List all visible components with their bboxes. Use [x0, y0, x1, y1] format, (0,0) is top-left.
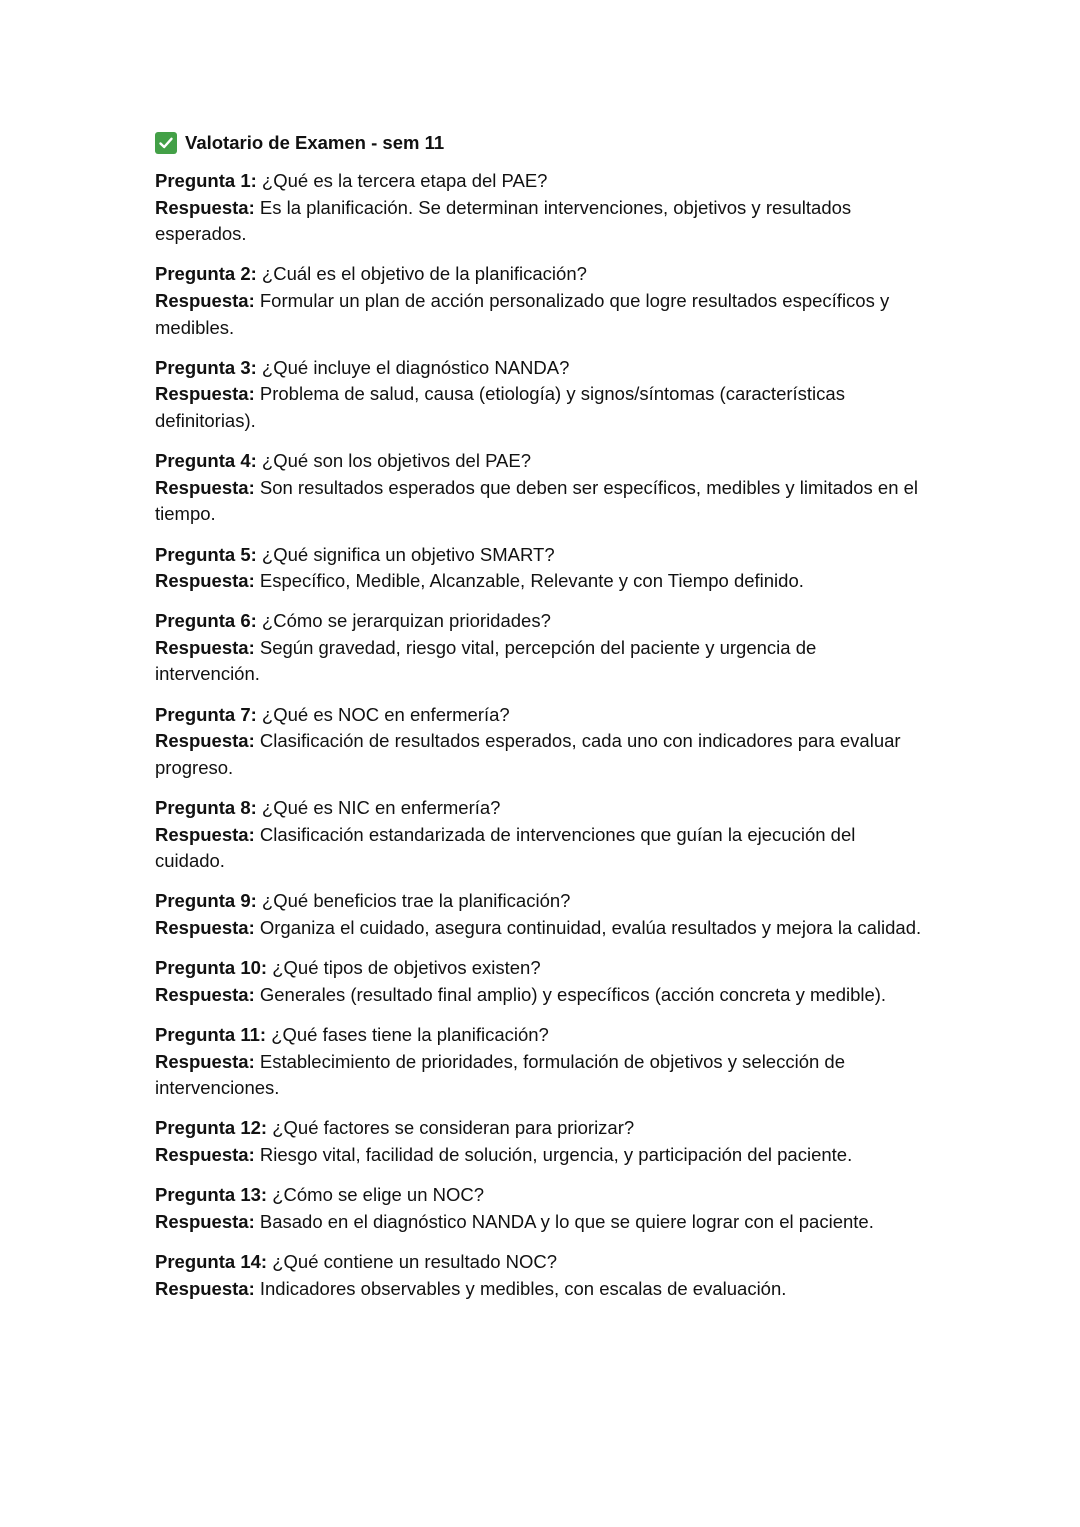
question-text: ¿Qué beneficios trae la planificación? — [261, 890, 571, 912]
answer-text: Son resultados esperados que deben ser específicos, medibles y limitados en el tiempo. — [155, 476, 919, 525]
answer-label: Respuesta: — [155, 730, 255, 752]
document-title: Valotario de Examen - sem 11 — [185, 132, 445, 153]
question-prefix: Pregunta — [155, 263, 236, 285]
answer-text: Formular un plan de acción personalizado que logre resultados específicos y medibles. — [155, 289, 890, 338]
question-text: ¿Cómo se elige un NOC? — [272, 1184, 485, 1206]
answer-line — [155, 1049, 925, 1102]
question-number: 13: — [240, 1184, 268, 1206]
question-text: ¿Qué tipos de objetivos existen? — [272, 957, 541, 979]
question-line — [155, 355, 925, 382]
answer-text: Establecimiento de prioridades, formulación de objetivos y selección de intervenciones. — [155, 1050, 846, 1099]
answer-text: Generales (resultado final amplio) y específicos (acción concreta y medible). — [259, 983, 887, 1005]
question-label — [155, 1251, 267, 1272]
question-prefix: Pregunta — [155, 1023, 236, 1045]
question-text: ¿Qué es NOC en enfermería? — [261, 703, 510, 725]
answer-text: Según gravedad, riesgo vital, percepción del paciente y urgencia de intervención. — [155, 636, 817, 685]
answer-text: Clasificación estandarizada de intervenciones que guían la ejecución del cuidado. — [155, 823, 856, 872]
answer-text: Específico, Medible, Alcanzable, Relevante y con Tiempo definido. — [259, 570, 804, 592]
question-number: 2: — [240, 263, 257, 285]
question-line — [155, 168, 925, 195]
answer-text: Basado en el diagnóstico NANDA y lo que se quiere lograr con el paciente. — [259, 1210, 874, 1232]
answer-label: Respuesta: — [155, 917, 255, 938]
question-number: 11: — [240, 1023, 267, 1045]
question-prefix: Pregunta — [155, 1184, 236, 1206]
qa-item — [155, 1249, 925, 1302]
answer-line — [155, 288, 925, 341]
qa-item — [155, 795, 925, 875]
question-number: 7: — [240, 703, 257, 725]
document-header — [155, 128, 925, 158]
question-text: ¿Qué es NIC en enfermería? — [261, 797, 501, 819]
question-text: ¿Qué fases tiene la planificación? — [271, 1023, 549, 1045]
question-line — [155, 542, 925, 569]
answer-line — [155, 381, 925, 434]
answer-label: Respuesta: — [155, 1277, 255, 1299]
answer-label: Respuesta: — [155, 383, 255, 405]
answer-label: Respuesta: — [155, 1143, 255, 1165]
answer-label: Respuesta: — [155, 476, 255, 498]
question-number: 6: — [240, 610, 257, 632]
question-prefix: Pregunta — [155, 703, 236, 725]
answer-label: Respuesta: — [155, 196, 255, 218]
question-prefix: Pregunta — [155, 543, 236, 565]
answer-line — [155, 1209, 925, 1236]
qa-item — [155, 1022, 925, 1102]
question-label — [155, 610, 257, 631]
question-text: ¿Qué significa un objetivo SMART? — [261, 543, 555, 565]
question-number: 12: — [240, 1117, 268, 1139]
question-prefix: Pregunta — [155, 450, 236, 472]
qa-item — [155, 608, 925, 688]
answer-label: Respuesta: — [155, 570, 255, 592]
question-text: ¿Cuál es el objetivo de la planificación? — [261, 263, 587, 285]
qa-item — [155, 355, 925, 435]
question-label — [155, 450, 257, 471]
answer-line — [155, 1276, 925, 1303]
qa-list — [155, 168, 925, 1302]
answer-text: Problema de salud, causa (etiología) y signos/síntomas (características definitorias). — [155, 383, 845, 431]
question-prefix: Pregunta — [155, 356, 236, 378]
question-label — [155, 170, 257, 191]
qa-item — [155, 168, 925, 248]
question-prefix: Pregunta — [155, 1117, 236, 1139]
question-number: 14: — [240, 1250, 268, 1272]
qa-item — [155, 1182, 925, 1235]
question-text: ¿Qué contiene un resultado NOC? — [272, 1250, 558, 1272]
question-line — [155, 795, 925, 822]
qa-item — [155, 888, 925, 941]
question-prefix: Pregunta — [155, 610, 236, 632]
document-page — [155, 128, 925, 1316]
question-number: 1: — [240, 170, 257, 191]
answer-line — [155, 475, 925, 528]
answer-text: Riesgo vital, facilidad de solución, urgencia, y participación del paciente. — [259, 1143, 853, 1165]
qa-item — [155, 261, 925, 341]
qa-item — [155, 1115, 925, 1168]
question-label — [155, 957, 267, 978]
question-label — [155, 890, 257, 911]
answer-text: Es la planificación. Se determinan intervenciones, objetivos y resultados esperados. — [155, 196, 852, 245]
qa-item — [155, 702, 925, 782]
question-label — [155, 797, 257, 818]
question-text: ¿Qué factores se consideran para priorizar? — [272, 1117, 635, 1139]
answer-line — [155, 1142, 925, 1169]
qa-item — [155, 955, 925, 1008]
answer-text: Organiza el cuidado, asegura continuidad, evalúa resultados y mejora la calidad. — [259, 917, 922, 938]
question-prefix: Pregunta — [155, 957, 236, 979]
answer-line — [155, 982, 925, 1009]
answer-line — [155, 915, 925, 942]
question-number: 9: — [240, 890, 257, 912]
question-line — [155, 1022, 925, 1049]
question-prefix: Pregunta — [155, 797, 236, 819]
question-prefix: Pregunta — [155, 170, 236, 191]
answer-label: Respuesta: — [155, 289, 255, 311]
question-number: 8: — [240, 797, 257, 819]
question-number: 3: — [240, 356, 257, 378]
question-line — [155, 1115, 925, 1142]
question-label — [155, 544, 257, 565]
answer-line — [155, 195, 925, 248]
question-label — [155, 704, 257, 725]
question-line — [155, 888, 925, 915]
question-text: ¿Qué son los objetivos del PAE? — [261, 450, 532, 472]
question-label — [155, 1117, 267, 1138]
question-text: ¿Cómo se jerarquizan prioridades? — [261, 610, 551, 632]
answer-line — [155, 728, 925, 781]
question-line — [155, 261, 925, 288]
question-number: 4: — [240, 450, 257, 472]
question-label — [155, 357, 257, 378]
answer-label: Respuesta: — [155, 823, 255, 845]
question-number: 10: — [240, 957, 268, 979]
question-text: ¿Qué es la tercera etapa del PAE? — [261, 170, 548, 191]
question-line — [155, 702, 925, 729]
answer-line — [155, 568, 925, 595]
question-text: ¿Qué incluye el diagnóstico NANDA? — [261, 356, 570, 378]
answer-text: Clasificación de resultados esperados, cada uno con indicadores para evaluar progreso. — [155, 730, 901, 778]
question-line — [155, 1249, 925, 1276]
question-line — [155, 448, 925, 475]
qa-item — [155, 448, 925, 528]
question-label — [155, 1024, 266, 1045]
question-prefix: Pregunta — [155, 1250, 236, 1272]
question-line — [155, 1182, 925, 1209]
question-number: 5: — [240, 543, 257, 565]
answer-label: Respuesta: — [155, 636, 255, 658]
question-line — [155, 955, 925, 982]
answer-text: Indicadores observables y medibles, con escalas de evaluación. — [259, 1277, 787, 1299]
answer-line — [155, 635, 925, 688]
question-label — [155, 263, 257, 284]
question-label — [155, 1184, 267, 1205]
answer-label: Respuesta: — [155, 1210, 255, 1232]
answer-label: Respuesta: — [155, 1050, 255, 1072]
answer-label: Respuesta: — [155, 983, 255, 1005]
qa-item — [155, 542, 925, 595]
question-line — [155, 608, 925, 635]
question-prefix: Pregunta — [155, 890, 236, 912]
check-mark-button-icon — [155, 132, 177, 154]
answer-line — [155, 822, 925, 875]
